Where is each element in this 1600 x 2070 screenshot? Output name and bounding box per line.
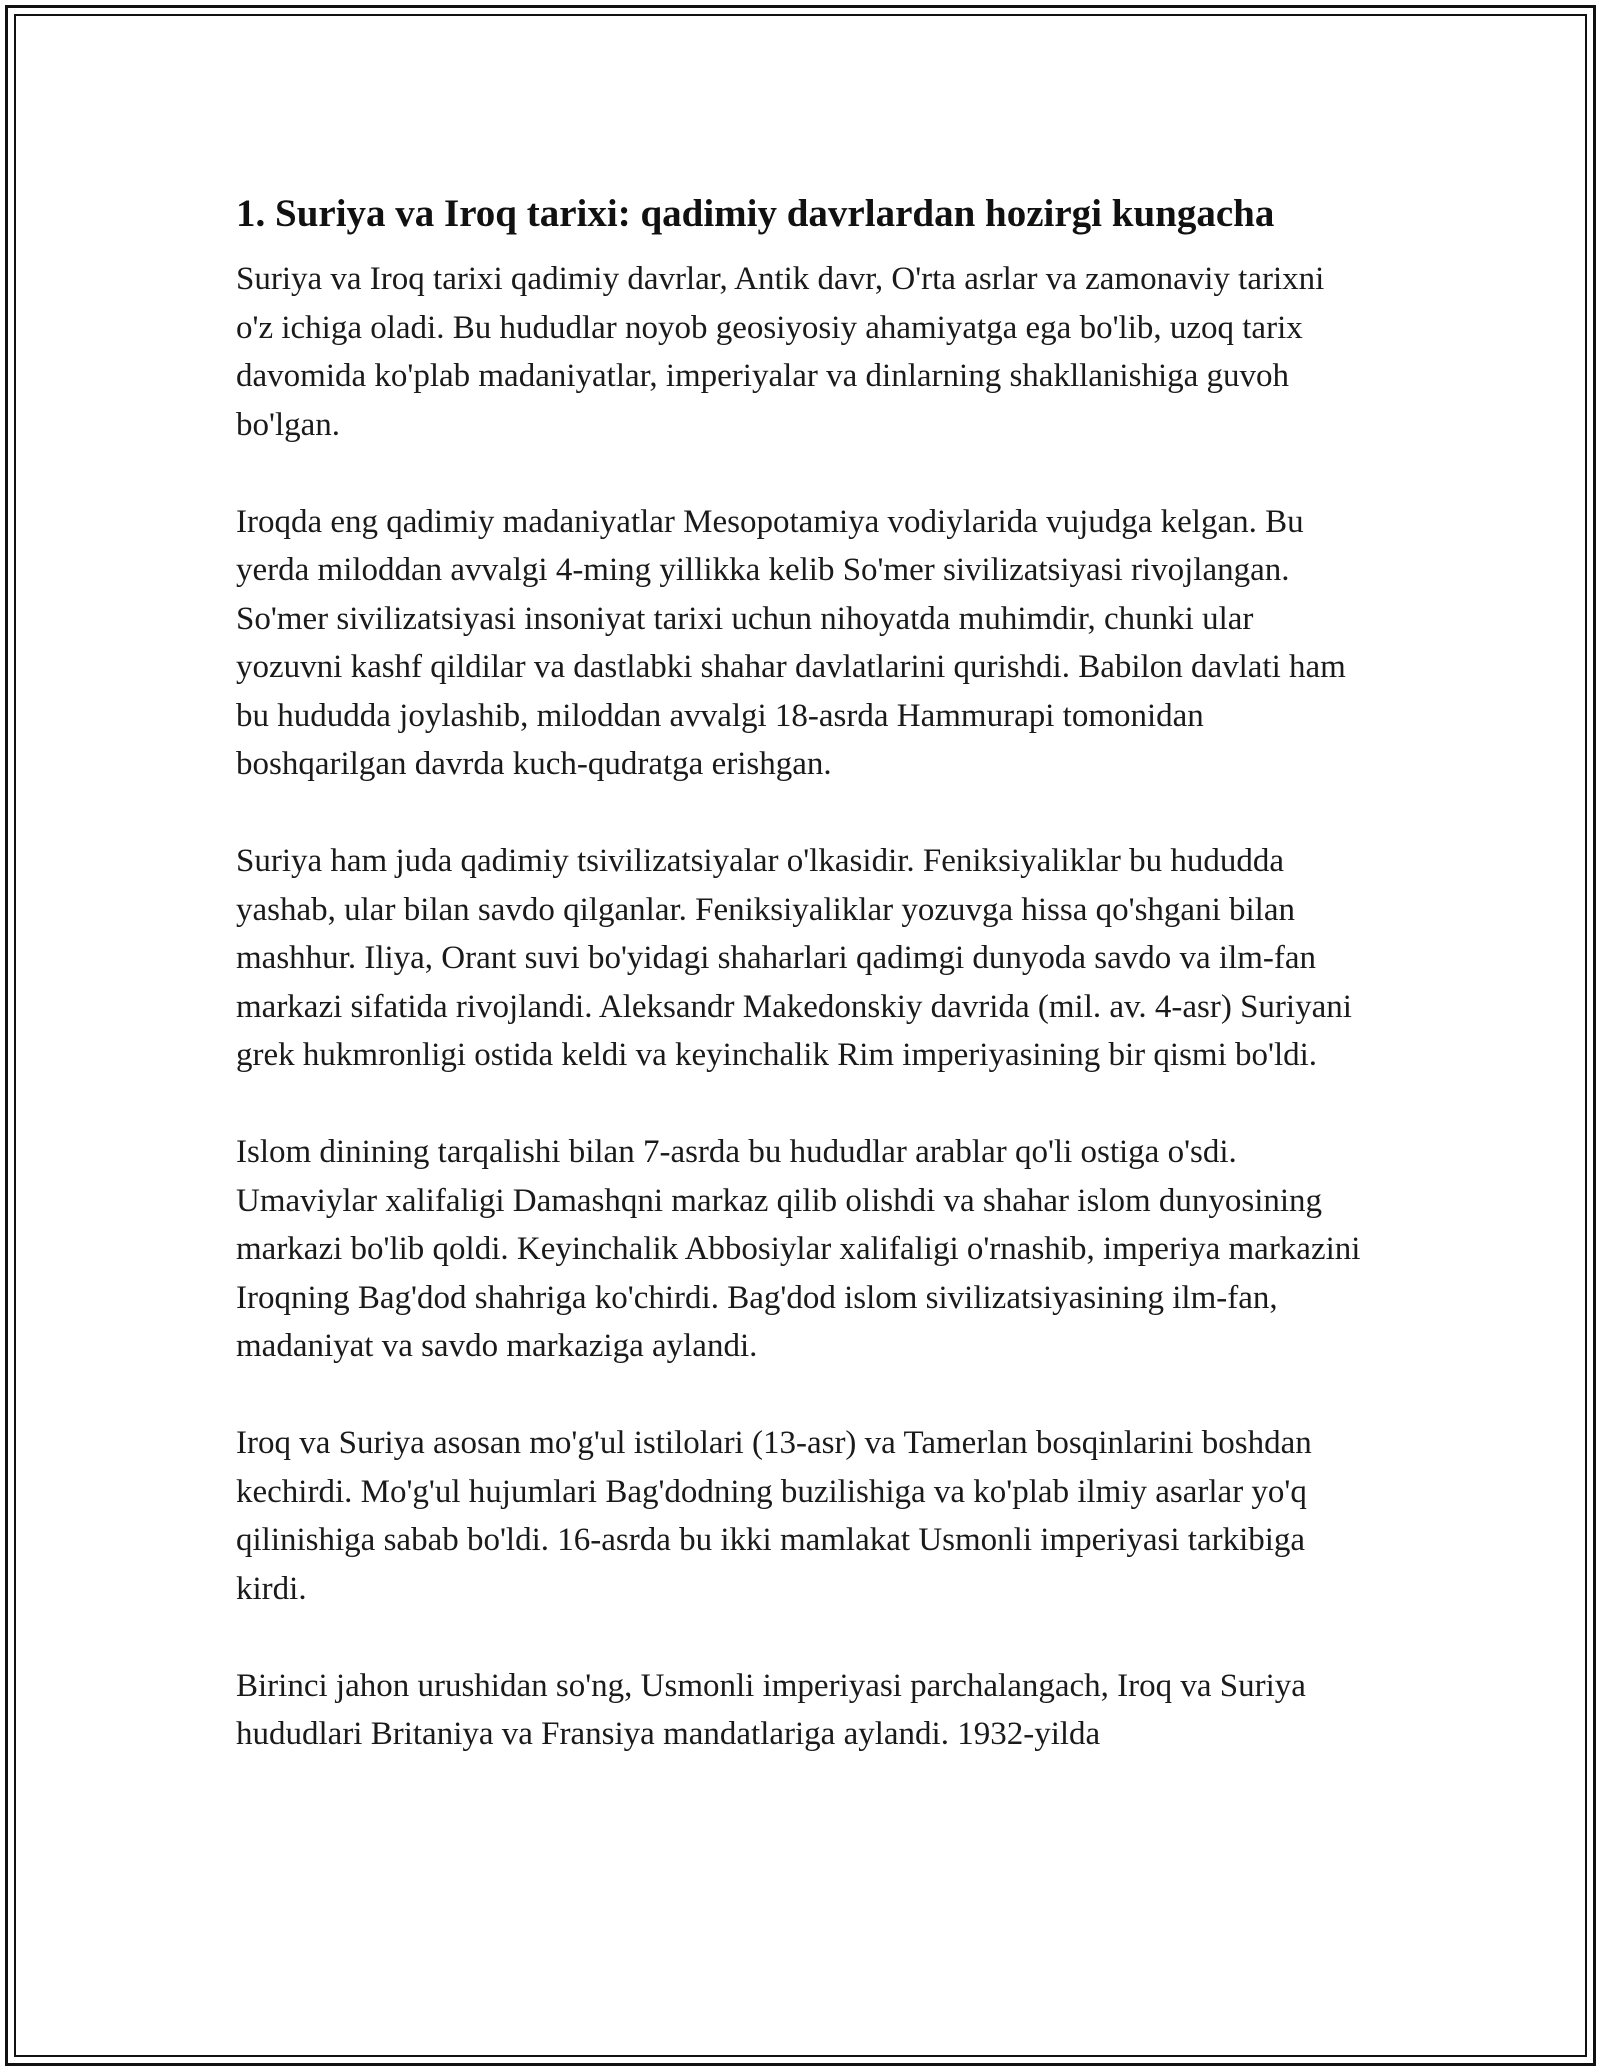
- section-title: 1. Suriya va Iroq tarixi: qadimiy davrlardan hozirgi kungacha: [236, 192, 1275, 235]
- paragraph-syria-ancient: Suriya ham juda qadimiy tsivilizatsiyalar o'lkasidir. Feniksiyaliklar bu hududda yashab, ular bilan savdo qilganlar. Feniksiyaliklar yozuvga hissa qo'shgani bilan mashhur. Iliya, Orant suvi bo'yidagi shaharlari qadimgi dunyoda savdo va ilm-fan markazi sifatida rivojlandi. Aleksandr Makedonskiy davrida (mil. av. 4-asr) Suriyani grek hukmronligi ostida keldi va keyinchalik Rim imperiyasining bir qismi bo'ldi.: [236, 843, 1352, 1073]
- paragraph-mongol: Iroq va Suriya asosan mo'g'ul istilolari (13-asr) va Tamerlan bosqinlarini boshdan kechirdi. Mo'g'ul hujumlari Bag'dodning buzilishiga va ko'plab ilmiy asarlar yo'q qilinishiga sabab bo'ldi. 16-asrda bu ikki mamlakat Usmonli imperiyasi tarkibiga kirdi.: [236, 1425, 1312, 1607]
- paragraph-intro: Suriya va Iroq tarixi qadimiy davrlar, Antik davr, O'rta asrlar va zamonaviy tarixni o'z ichiga oladi. Bu hududlar noyob geosiyosiy ahamiyatga ega bo'lib, uzoq tarix davomida ko'plab madaniyatlar, imperiyalar va dinlarning shakllanishiga guvoh bo'lgan.: [236, 261, 1325, 443]
- paragraph-ww1: Birinci jahon urushidan so'ng, Usmonli imperiyasi parchalangach, Iroq va Suriya hududlari Britaniya va Fransiya mandatlariga aylandi. 1932-yilda: [236, 1667, 1306, 1752]
- paragraph-islam: Islom dinining tarqalishi bilan 7-asrda bu hududlar arablar qo'li ostiga o'sdi. Umaviylar xalifaligi Damashqni markaz qilib olishdi va shahar islom dunyosining markazi bo'lib qoldi. Keyinchalik Abbosiylar xalifaligi o'rnashib, imperiya markazini Iroqning Bag'dod shahriga ko'chirdi. Bag'dod islom sivilizatsiyasining ilm-fan, madaniyat va savdo markaziga aylandi.: [236, 1134, 1361, 1364]
- paragraph-iraq-ancient: Iroqda eng qadimiy madaniyatlar Mesopotamiya vodiylarida vujudga kelgan. Bu yerda miloddan avvalgi 4-ming yillikka kelib So'mer sivilizatsiyasi rivojlangan. So'mer sivilizatsiyasi insoniyat tarixi uchun nihoyatda muhimdir, chunki ular yozuvni kashf qildilar va dastlabki shahar davlatlarini qurishdi. Babilon davlati ham bu hududda joylashib, miloddan avvalgi 18-asrda Hammurapi tomonidan boshqarilgan davrda kuch-qudratga erishgan.: [236, 503, 1346, 782]
- document-body: [236, 185, 1366, 1759]
